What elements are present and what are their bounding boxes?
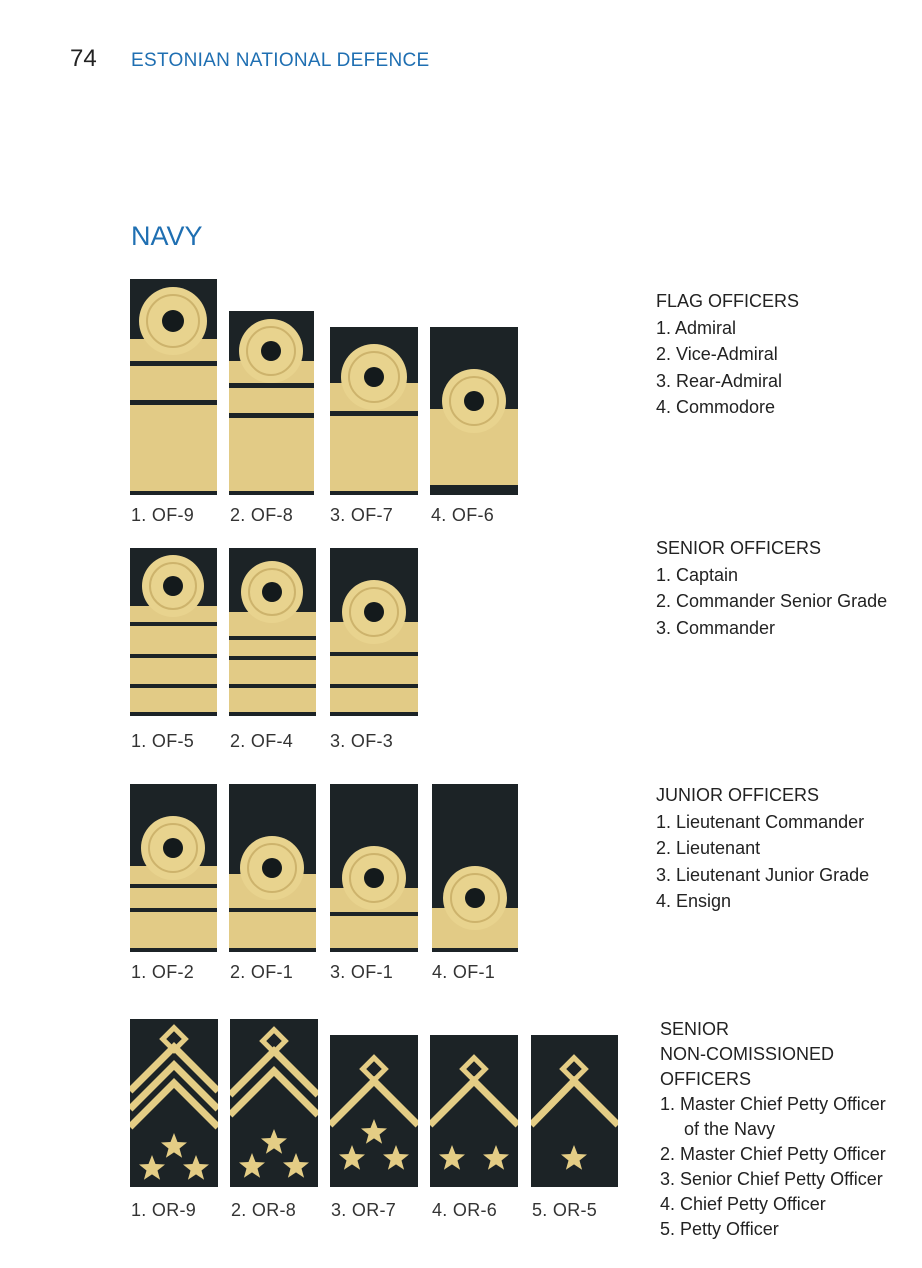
caption-of3: 3. OF-3	[330, 731, 394, 751]
insignia-of1-ltjg	[330, 784, 418, 952]
legend-item: 3. Commander	[656, 617, 776, 638]
insignia-or6	[430, 1035, 518, 1187]
insignia-of7	[330, 327, 418, 495]
caption-or8: 2. OR-8	[231, 1200, 297, 1220]
caption-or6: 4. OR-6	[432, 1200, 498, 1220]
legend-item: 3. Rear-Admiral	[656, 370, 783, 391]
legend-item: 4. Chief Petty Officer	[660, 1194, 826, 1214]
legend-senior-officers	[656, 535, 887, 641]
legend-item: 4. Ensign	[656, 891, 732, 911]
legend-title: SENIOR OFFICERS	[656, 538, 822, 558]
legend-title: OFFICERS	[660, 1069, 752, 1089]
legend-item: 1. Lieutenant Commander	[656, 811, 865, 832]
caption-of1: 4. OF-1	[432, 962, 496, 982]
caption-of4: 2. OF-4	[230, 731, 294, 751]
legend-title: SENIOR	[660, 1019, 730, 1039]
insignia-or8	[230, 1019, 318, 1187]
caption-of6: 4. OF-6	[431, 505, 495, 525]
legend-item: 1. Admiral	[656, 317, 737, 338]
insignia-or9	[130, 1019, 218, 1187]
legend-item: 3. Senior Chief Petty Officer	[660, 1169, 883, 1189]
insignia-or7	[330, 1035, 418, 1187]
legend-flag-officers	[656, 288, 799, 421]
insignia-or5	[531, 1035, 618, 1187]
caption-of1: 3. OF-1	[330, 962, 394, 982]
running-head: ESTONIAN NATIONAL DEFENCE	[131, 50, 430, 71]
legend-item: of the Navy	[684, 1119, 776, 1139]
insignia-of1-lieutenant	[229, 784, 316, 952]
legend-junior-officers	[656, 782, 869, 915]
legend-item: 4. Commodore	[656, 397, 776, 417]
caption-of7: 3. OF-7	[330, 505, 394, 525]
caption-or9: 1. OR-9	[131, 1200, 197, 1220]
legend-item: 2. Commander Senior Grade	[656, 591, 888, 611]
caption-of9: 1. OF-9	[131, 505, 195, 525]
legend-title: JUNIOR OFFICERS	[656, 785, 820, 805]
insignia-of9	[130, 279, 217, 495]
caption-of5: 1. OF-5	[131, 731, 195, 751]
insignia-of2	[130, 784, 217, 952]
legend-item: 5. Petty Officer	[660, 1219, 779, 1239]
legend-item: 1. Captain	[656, 564, 739, 585]
caption-of2: 1. OF-2	[131, 962, 195, 982]
legend-title: FLAG OFFICERS	[656, 291, 800, 311]
insignia-of8	[229, 311, 314, 495]
caption-of8: 2. OF-8	[230, 505, 294, 525]
legend-item: 1. Master Chief Petty Officer	[660, 1094, 886, 1114]
insignia-of6	[430, 327, 518, 495]
legend-item: 3. Lieutenant Junior Grade	[656, 864, 870, 885]
page-number: 74	[70, 45, 97, 72]
caption-of1: 2. OF-1	[230, 962, 294, 982]
section-title: NAVY	[131, 221, 203, 251]
legend-senior-ncos	[660, 1017, 886, 1242]
caption-or7: 3. OR-7	[331, 1200, 397, 1220]
insignia-of1-ensign	[432, 784, 518, 952]
legend-item: 2. Lieutenant	[656, 838, 761, 858]
legend-title: NON-COMISSIONED	[660, 1044, 835, 1064]
insignia-of4	[229, 548, 316, 716]
insignia-of3	[330, 548, 418, 716]
caption-or5: 5. OR-5	[532, 1200, 598, 1220]
legend-item: 2. Master Chief Petty Officer	[660, 1144, 886, 1164]
insignia-of5	[130, 548, 217, 716]
legend-item: 2. Vice-Admiral	[656, 344, 778, 364]
